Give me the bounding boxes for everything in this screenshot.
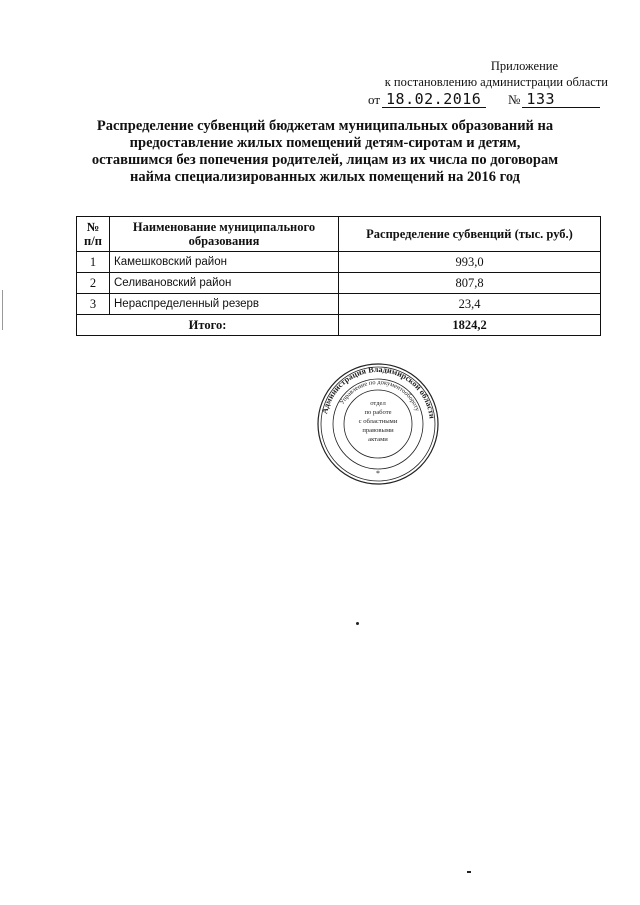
table-row (77, 273, 601, 294)
stamp-center-line: по работе (364, 409, 392, 416)
stamp-star-icon: * (376, 469, 380, 478)
resolution-date: 18.02.2016 (382, 92, 486, 108)
total-value: 1824,2 (339, 315, 601, 336)
stamp-center-line: отдел (370, 400, 386, 407)
stamp-center-line: актами (368, 436, 388, 443)
number-prefix: № (508, 92, 521, 107)
date-number-line (368, 92, 608, 108)
row-name: Нераспределенный резерв (110, 294, 339, 315)
date-prefix: от (368, 92, 381, 107)
appendix-label: Приложение (490, 59, 558, 73)
scan-speck (467, 871, 471, 873)
row-value: 993,0 (339, 252, 601, 273)
stamp-center-line: правовыми (362, 427, 394, 434)
appendix-header (368, 58, 608, 108)
official-stamp (316, 362, 440, 486)
row-name: Камешковский район (110, 252, 339, 273)
subvention-table (76, 216, 601, 336)
resolution-reference: к постановлению администрации области (384, 75, 608, 89)
row-num: 1 (77, 252, 110, 273)
row-name: Селивановский район (110, 273, 339, 294)
total-label: Итого: (77, 315, 339, 336)
header-name: Наименование муниципального образования (110, 217, 339, 252)
row-value: 807,8 (339, 273, 601, 294)
resolution-number: 133 (522, 92, 600, 108)
table-header-row (77, 217, 601, 252)
table-row (77, 294, 601, 315)
row-num: 2 (77, 273, 110, 294)
document-title: Распределение субвенций бюджетам муниципальных образований на предоставление жилых помещений детям-сиротам и детям, оставшимся без попечения родителей, лицам из их числа по договорам найма специализированных жилых помещений на 2016 год (91, 118, 559, 185)
total-row (77, 315, 601, 336)
scan-speck (356, 622, 359, 625)
table-row (77, 252, 601, 273)
header-num: № п/п (77, 217, 110, 252)
stamp-outer-text: Администрация Владимирской области (320, 364, 437, 420)
scan-edge-mark (2, 290, 3, 330)
row-num: 3 (77, 294, 110, 315)
row-value: 23,4 (339, 294, 601, 315)
stamp-inner-ring-text: Управление по документообороту (338, 378, 421, 413)
header-distribution: Распределение субвенций (тыс. руб.) (339, 217, 601, 252)
stamp-center-line: с областными (358, 418, 398, 425)
